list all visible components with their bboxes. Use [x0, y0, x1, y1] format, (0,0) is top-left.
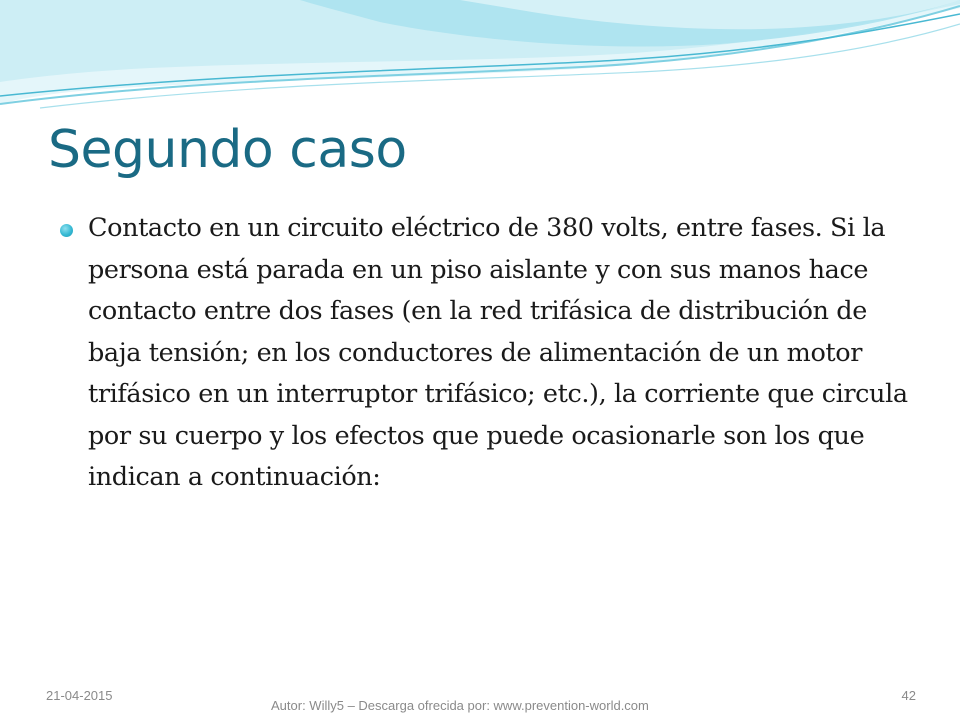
header-wave-decoration — [0, 0, 960, 120]
footer-credit: Autor: Willy5 – Descarga ofrecida por: www.prevention-world.com — [271, 698, 649, 713]
footer-date: 21-04-2015 — [46, 688, 113, 703]
bullet-text: Contacto en un circuito eléctrico de 380 volts, entre fases. Si la persona está parada en un piso aislante y con sus manos hace contacto entre dos fases (en la red trifásica de distribución de baja tensión; en los conductores de alimentación de un motor trifásico en un interruptor trifásico; etc.), la corriente que circula por su cuerpo y los efectos que puede ocasionarle son los que indican a continuación: — [88, 213, 908, 492]
slide-number: 42 — [901, 688, 916, 703]
bullet-item — [60, 208, 912, 499]
slide-title: Segundo caso — [48, 120, 407, 180]
slide-body — [60, 208, 912, 499]
bullet-icon — [60, 224, 73, 237]
